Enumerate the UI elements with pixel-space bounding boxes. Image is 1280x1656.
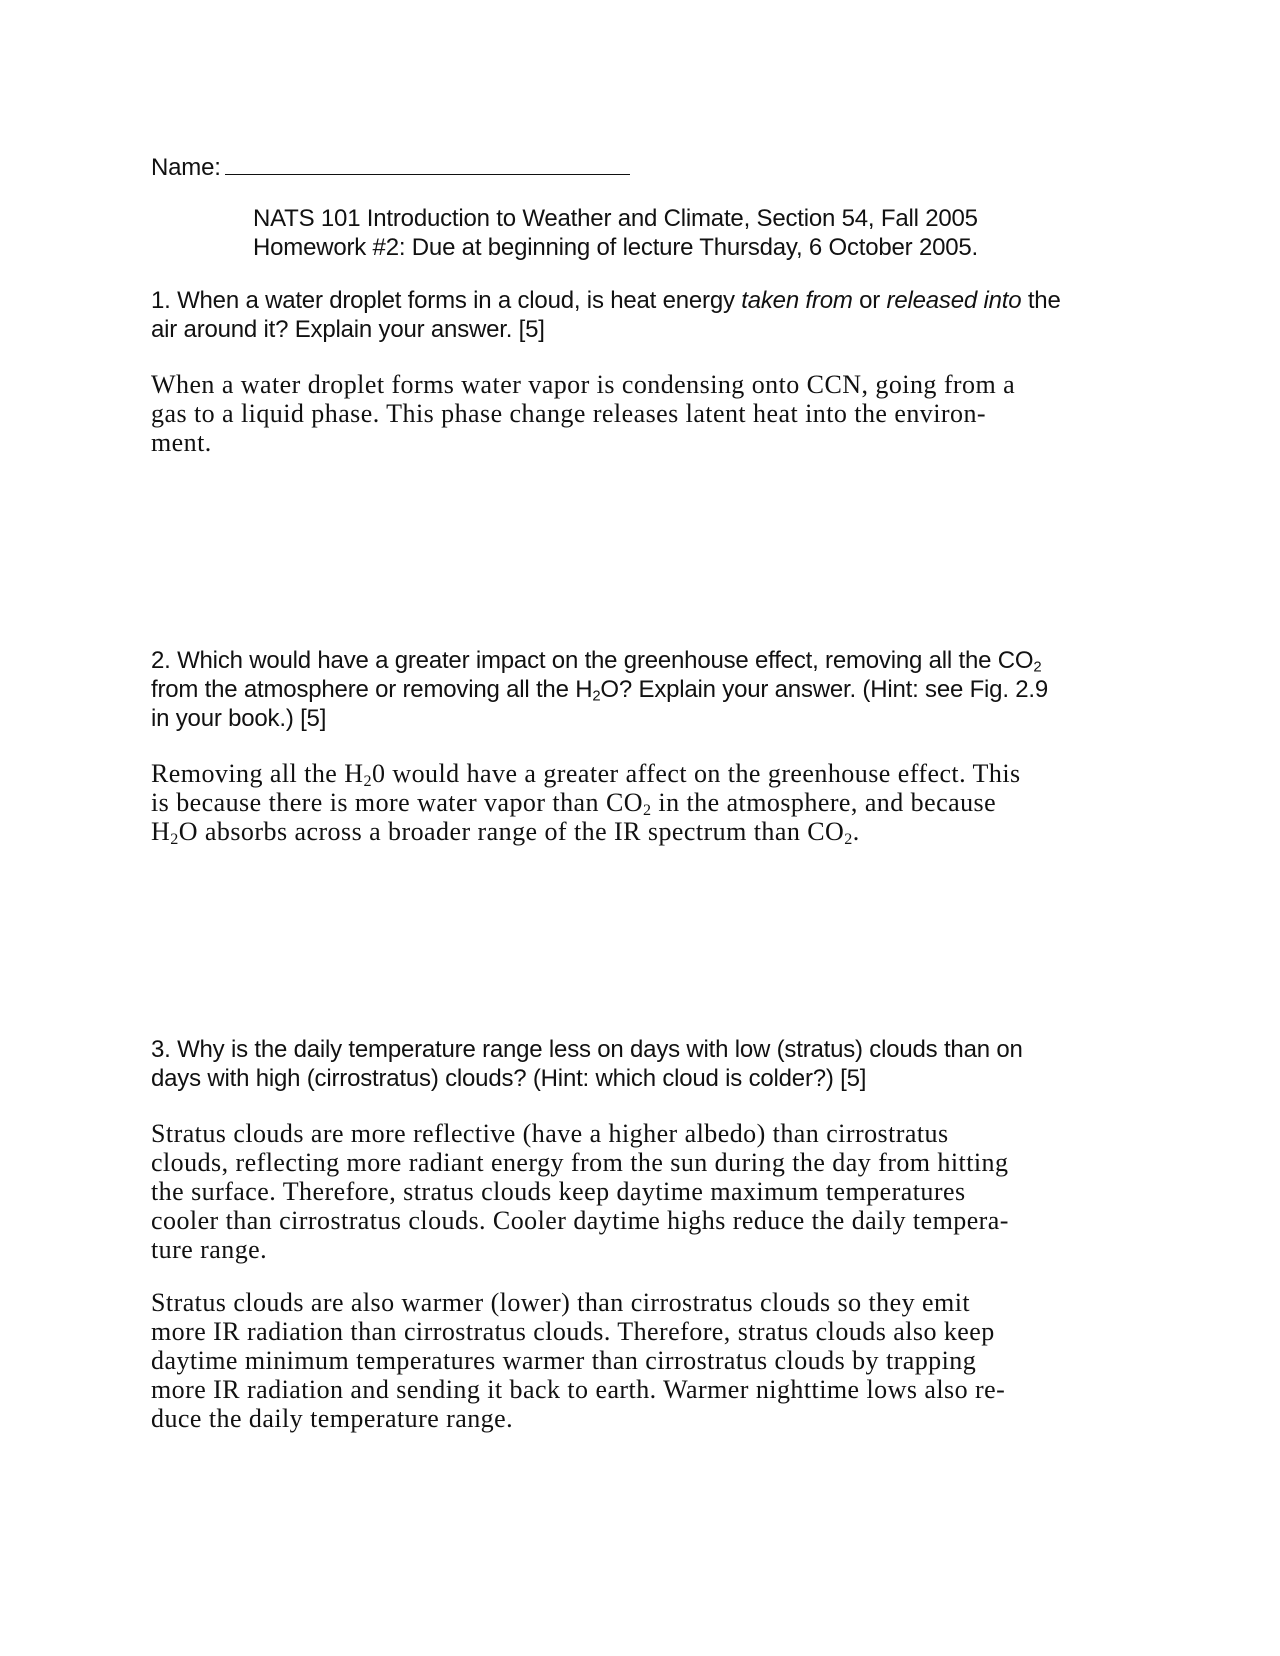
emphasis-taken-from: taken from xyxy=(741,287,853,314)
name-blank-line[interactable] xyxy=(225,150,630,175)
answer-3b-line-5: duce the daily temperature range. xyxy=(151,1404,514,1433)
answer-3b-line-4: more IR radiation and sending it back to earth. Warmer nighttime lows also re- xyxy=(151,1375,1006,1404)
question-3-line-1: 3. Why is the daily temperature range less on days with low (stratus) clouds than on xyxy=(151,1036,1023,1063)
answer-3a-line-5: ture range. xyxy=(151,1235,268,1264)
question-1 xyxy=(151,286,1131,344)
answer-3b-line-3: daytime minimum temperatures warmer than cirrostratus clouds by trapping xyxy=(151,1346,977,1375)
question-1-line-1: 1. When a water droplet forms in a cloud, is heat energy taken from or released into the xyxy=(151,287,1061,314)
answer-3a-line-2: clouds, reflecting more radiant energy from the sun during the day from hitting xyxy=(151,1148,1009,1177)
question-2-line-3: in your book.) [5] xyxy=(151,705,327,732)
question-2-line-2: from the atmosphere or removing all the $H_2O$? Explain your answer. (Hint: see Fig. 2.9 xyxy=(151,676,1049,705)
answer-1 xyxy=(151,370,1131,457)
answer-2 xyxy=(151,759,1131,849)
answer-2-line-2: is because there is more water vapor than $CO_2$ in the atmosphere, and because xyxy=(151,788,997,820)
name-label: Name: xyxy=(151,154,221,181)
answer-3a-line-4: cooler than cirrostratus clouds. Cooler daytime highs reduce the daily tempera- xyxy=(151,1206,1009,1235)
question-1-line-2: air around it? Explain your answer. [5] xyxy=(151,316,545,343)
answer-3-paragraph-2 xyxy=(151,1288,1131,1433)
answer-2-line-3: $H_2O$ absorbs across a broader range of the IR spectrum than $CO_2$. xyxy=(151,817,860,849)
answer-3b-line-1: Stratus clouds are also warmer (lower) than cirrostratus clouds so they emit xyxy=(151,1288,971,1317)
emphasis-released-into: released into xyxy=(886,287,1022,314)
answer-3-paragraph-1 xyxy=(151,1119,1131,1264)
answer-1-line-2: gas to a liquid phase. This phase change releases latent heat into the environ- xyxy=(151,399,987,428)
question-2-line-1: 2. Which would have a greater impact on the greenhouse effect, removing all the $CO_2$ xyxy=(151,647,1042,676)
answer-1-line-1: When a water droplet forms water vapor is condensing onto CCN, going from a xyxy=(151,370,1016,399)
answer-1-line-3: ment. xyxy=(151,428,212,457)
question-2 xyxy=(151,646,1131,733)
answer-2-line-1: Removing all the $H_20$ would have a greater affect on the greenhouse effect. This xyxy=(151,759,1021,791)
answer-3a-line-1: Stratus clouds are more reflective (have a higher albedo) than cirrostratus xyxy=(151,1119,949,1148)
question-3-line-2: days with high (cirrostratus) clouds? (Hint: which cloud is colder?) [5] xyxy=(151,1065,867,1092)
homework-line: Homework #2: Due at beginning of lecture Thursday, 6 October 2005. xyxy=(253,234,978,261)
answer-3b-line-2: more IR radiation than cirrostratus clouds. Therefore, stratus clouds also keep xyxy=(151,1317,995,1346)
answer-3a-line-3: the surface. Therefore, stratus clouds keep daytime maximum temperatures xyxy=(151,1177,966,1206)
name-field xyxy=(151,150,630,182)
assignment-header xyxy=(253,204,1153,262)
question-3 xyxy=(151,1035,1131,1093)
course-line: NATS 101 Introduction to Weather and Climate, Section 54, Fall 2005 xyxy=(253,205,978,232)
